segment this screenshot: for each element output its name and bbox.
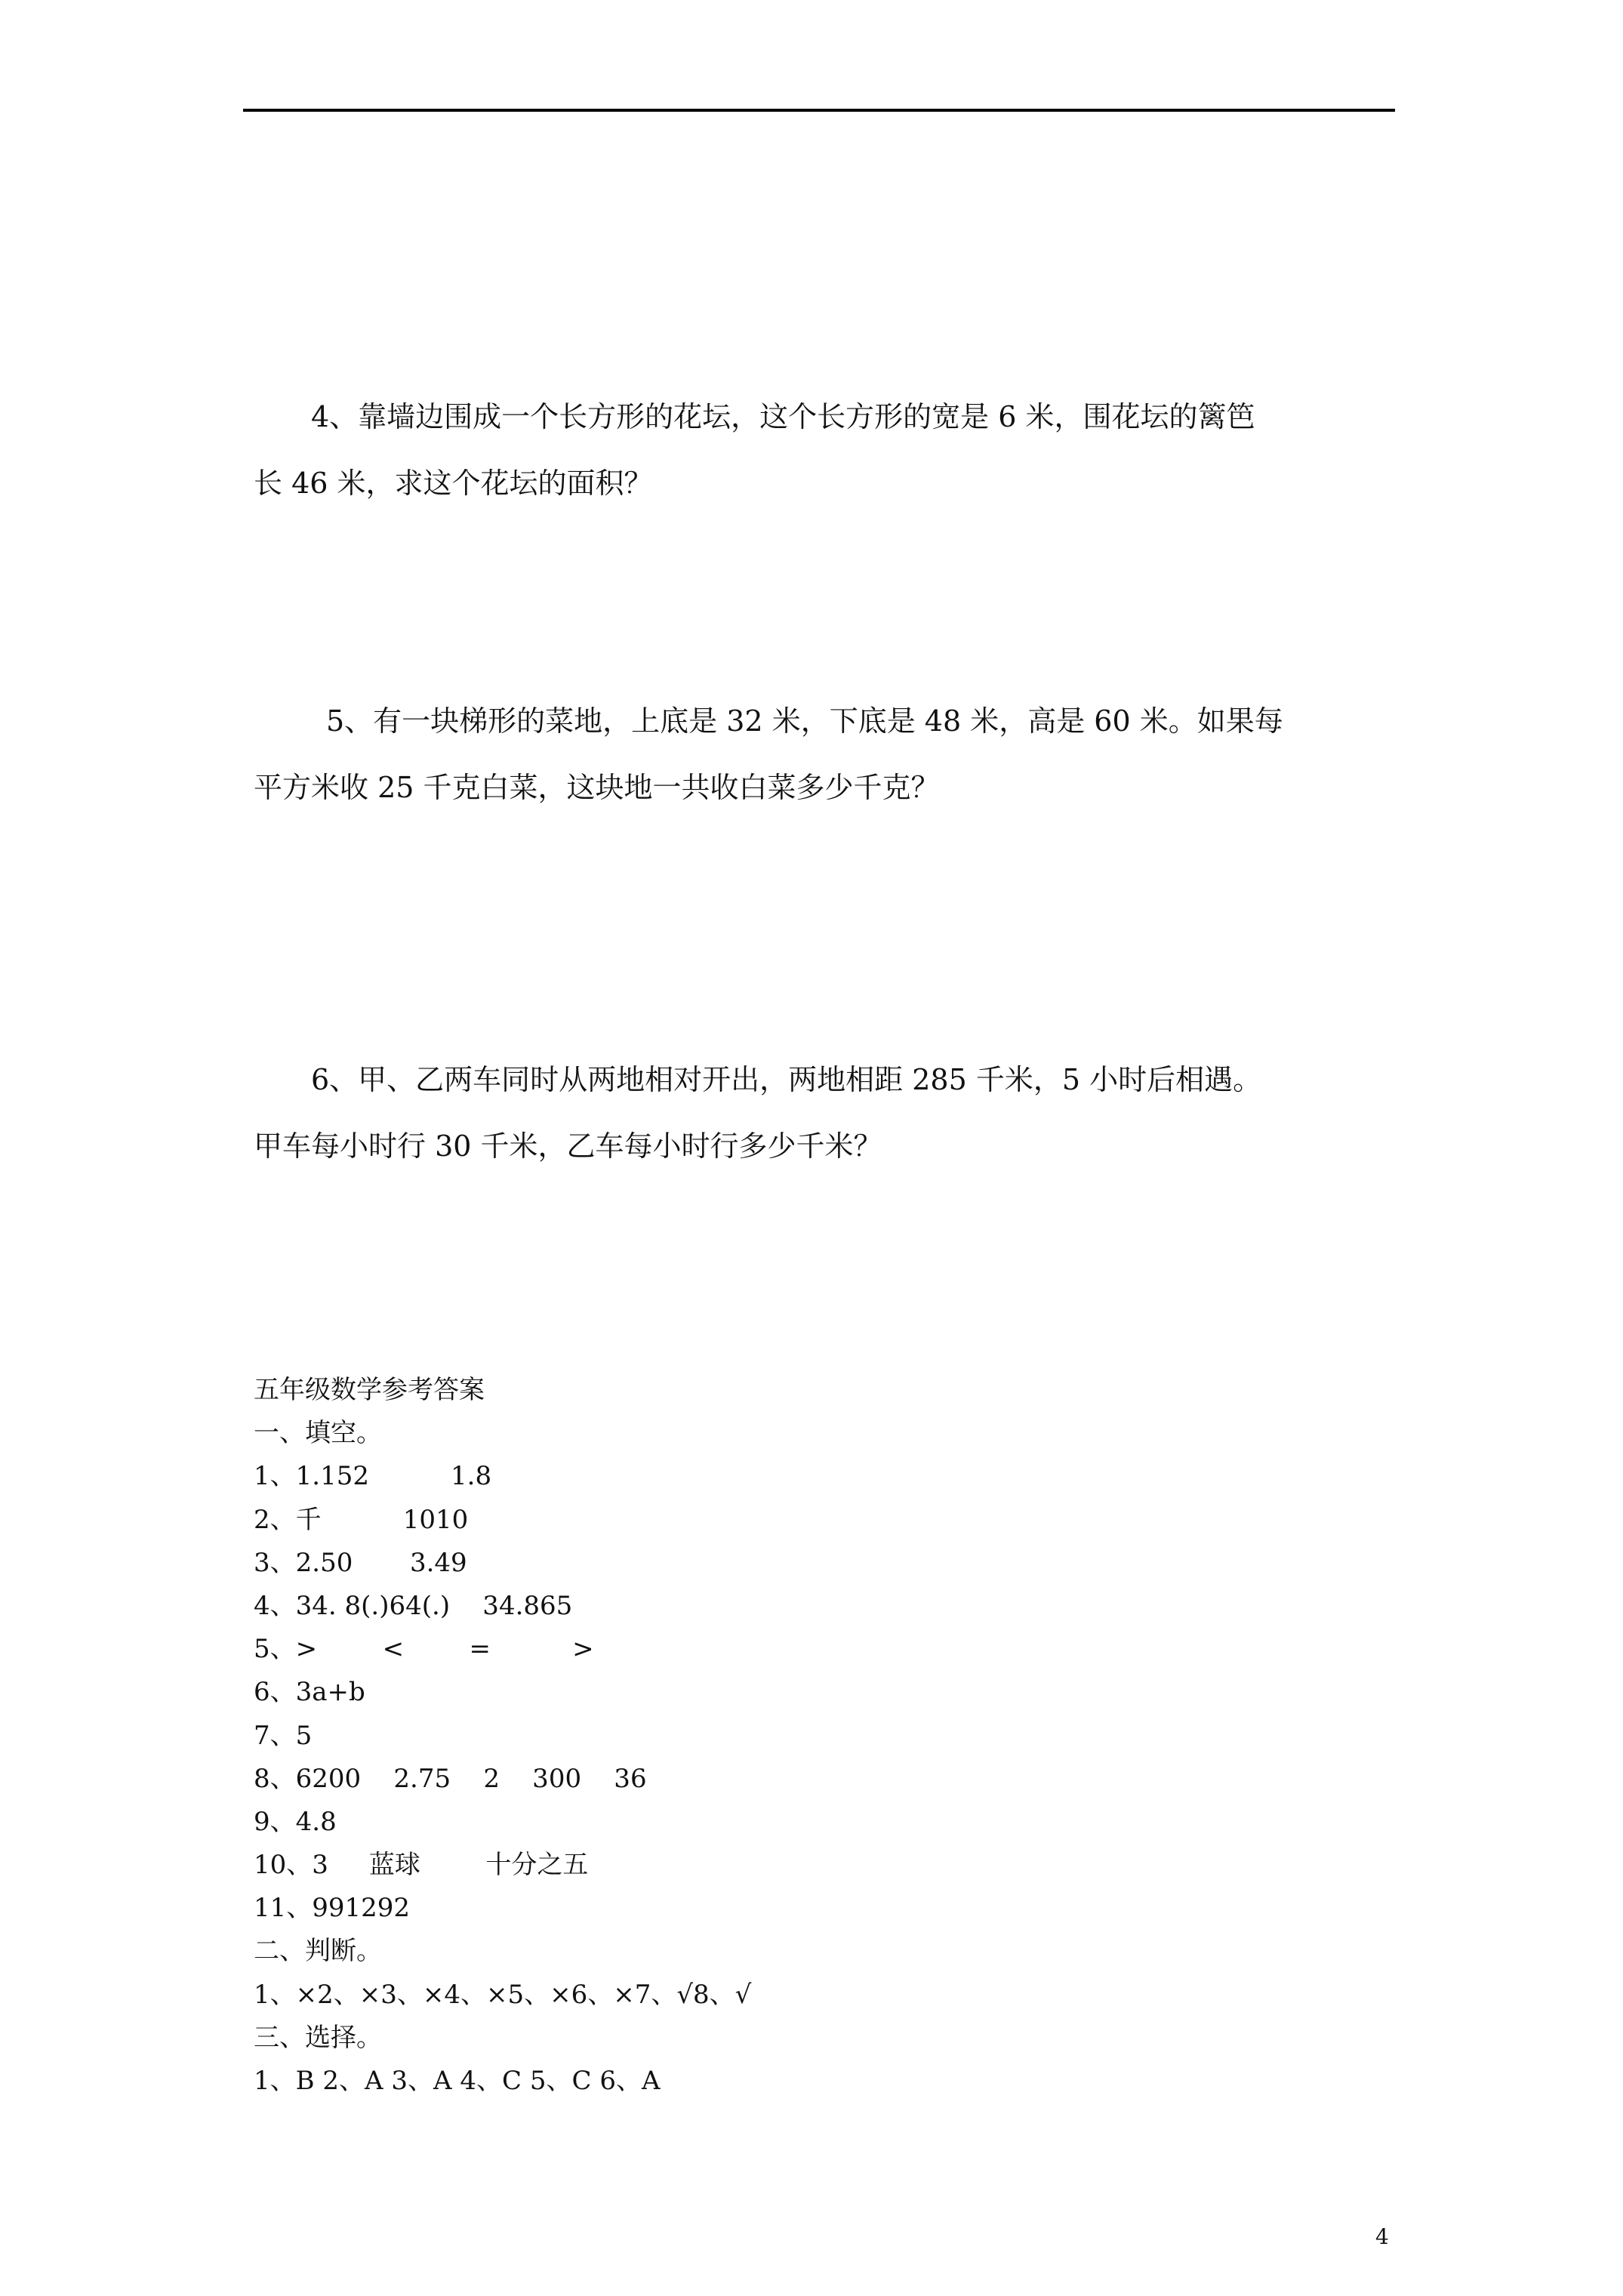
problem-6-line-1: 6、甲、乙两车同时从两地相对开出，两地相距 285 千米，5 小时后相遇。 <box>311 1063 1262 1096</box>
answer-line: 7、5 <box>254 1720 313 1751</box>
problem-4-line-1: 4、靠墙边围成一个长方形的花坛，这个长方形的宽是 6 米，围花坛的篱笆 <box>311 400 1255 433</box>
page-number: 4 <box>1375 2224 1389 2249</box>
answer-line: 三、选择。 <box>254 2022 382 2053</box>
answer-line: 8、6200 2.75 2 300 36 <box>254 1763 647 1794</box>
answer-line: 二、判断。 <box>254 1936 382 1967</box>
answer-line: 6、3a+b <box>254 1677 365 1708</box>
answer-line: 5、> < = > <box>254 1634 594 1665</box>
header-rule <box>243 109 1395 112</box>
answer-key <box>254 1369 1310 2103</box>
answer-key-title: 五年级数学参考答案 <box>254 1375 485 1405</box>
problem-5-line-2: 平方米收 25 千克白菜，这块地一共收白菜多少千克？ <box>254 771 940 804</box>
answer-line: 2、千 1010 <box>254 1504 469 1535</box>
problem-4-line-2: 长 46 米，求这个花坛的面积？ <box>254 467 653 500</box>
answer-line: 一、填空。 <box>254 1418 382 1449</box>
problem-4 <box>254 384 1394 516</box>
answer-line: 10、3 蓝球 十分之五 <box>254 1850 589 1881</box>
problem-6-line-2: 甲车每小时行 30 千米，乙车每小时行多少千米？ <box>254 1130 882 1163</box>
answer-line: 1、1.152 1.8 <box>254 1461 492 1492</box>
problem-6 <box>254 1046 1394 1179</box>
problem-5-line-1: 5、有一块梯形的菜地，上底是 32 米，下底是 48 米，高是 60 米。如果每 <box>326 704 1283 738</box>
answer-line: 3、2.50 3.49 <box>254 1547 467 1578</box>
problem-5 <box>254 688 1394 821</box>
answer-line: 11、991292 <box>254 1893 411 1924</box>
answer-line: 1、B 2、A 3、A 4、C 5、C 6、A <box>254 2066 661 2096</box>
answer-line: 9、4.8 <box>254 1806 337 1837</box>
answer-line: 4、34. 8(.)64(.) 34.865 <box>254 1590 573 1621</box>
answer-line: 1、×2、×3、×4、×5、×6、×7、√8、√ <box>254 1979 752 2010</box>
